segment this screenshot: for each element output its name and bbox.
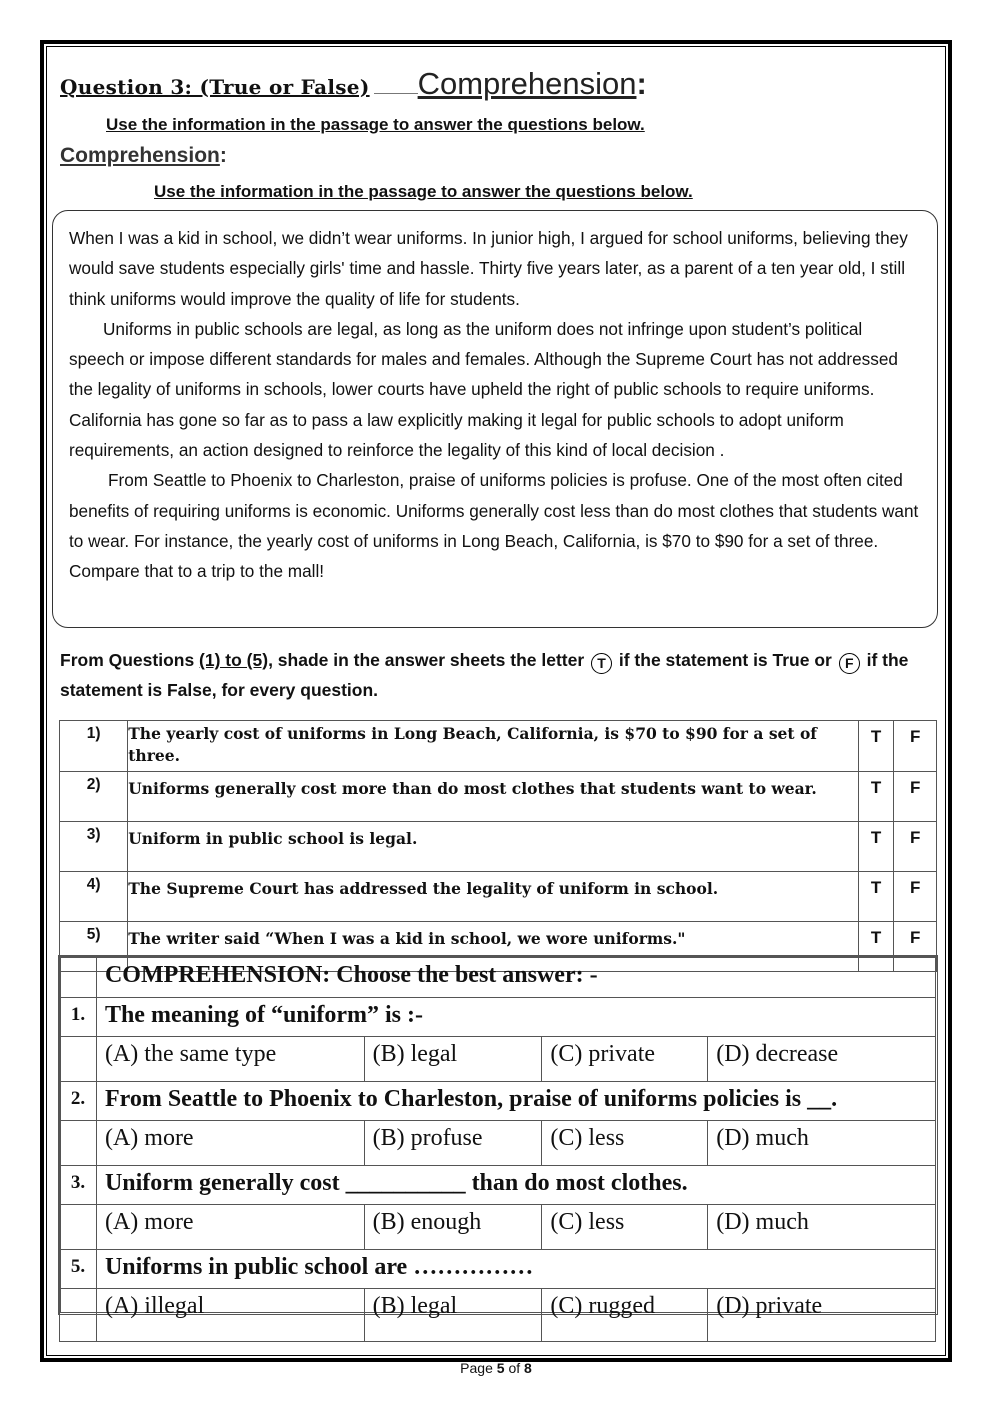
question-number: 1. — [60, 998, 97, 1037]
instruction-line-1: Use the information in the passage to answer the questions below. — [106, 115, 645, 134]
option-c[interactable]: (C) rugged — [542, 1289, 708, 1342]
option-c[interactable]: (C) less — [542, 1121, 708, 1166]
false-option[interactable]: F — [894, 721, 937, 772]
empty-cell — [60, 957, 97, 998]
question-number: 3) — [60, 822, 128, 872]
false-option[interactable]: F — [894, 772, 937, 822]
reading-passage-box — [52, 210, 938, 628]
true-option[interactable]: T — [858, 922, 894, 972]
question-stem: Uniforms in public school are …………… — [96, 1250, 935, 1289]
table-row — [60, 1121, 936, 1166]
option-b[interactable]: (B) legal — [364, 1289, 542, 1342]
table-row — [60, 1205, 936, 1250]
table-row — [60, 998, 936, 1037]
instr-text: if the statement is True or — [614, 650, 837, 670]
empty-cell — [60, 1205, 97, 1250]
comprehension-subheading — [60, 144, 227, 168]
table-row — [60, 1250, 936, 1289]
page-footer — [0, 1360, 992, 1376]
table-row — [60, 772, 937, 822]
question-title: Question 3: (True or False) — [60, 75, 370, 99]
table-row — [60, 822, 937, 872]
subheading-colon: : — [219, 144, 227, 167]
page-label: Page — [460, 1360, 497, 1376]
empty-cell — [60, 1289, 97, 1342]
question-range: (1) to (5), — [199, 650, 273, 670]
question-statement: The Supreme Court has addressed the legality of uniform in school. — [128, 872, 858, 922]
instruction-line-2: Use the information in the passage to answer the questions below. — [154, 182, 693, 201]
heading-colon: : — [636, 66, 647, 101]
circled-t-icon: T — [591, 653, 612, 674]
question-number: 5) — [60, 922, 128, 972]
page-total: 8 — [524, 1360, 532, 1376]
true-option[interactable]: T — [858, 822, 894, 872]
question-statement: The writer said “When I was a kid in school, we wore uniforms." — [128, 922, 858, 972]
option-d[interactable]: (D) decrease — [708, 1037, 936, 1082]
question-number: 2. — [60, 1082, 97, 1121]
of-label: of — [504, 1360, 525, 1376]
option-b[interactable]: (B) enough — [364, 1205, 542, 1250]
instr-text: if the statement is False, for every question. — [60, 650, 909, 700]
question-number: 5. — [60, 1250, 97, 1289]
instr-text: shade in the answer sheets the letter — [272, 650, 590, 670]
question-stem: Uniform generally cost __________ than do most clothes. — [96, 1166, 935, 1205]
option-a[interactable]: (A) illegal — [96, 1289, 364, 1342]
question-statement: Uniforms generally cost more than do most clothes that students want to wear. — [128, 772, 858, 822]
option-b[interactable]: (B) legal — [364, 1037, 542, 1082]
table-row — [60, 1166, 936, 1205]
true-option[interactable]: T — [858, 721, 894, 772]
true-false-table — [59, 720, 937, 972]
passage-paragraph-1: When I was a kid in school, we didn’t wear uniforms. In junior high, I argued for school uniforms, believing they would save students especially girls' time and hassle. Thirty five years later, as a parent of a ten year old, I still think uniforms would improve the quality of life for students. — [69, 228, 908, 309]
option-d[interactable]: (D) private — [708, 1289, 936, 1342]
question-number: 1) — [60, 721, 128, 772]
option-b[interactable]: (B) profuse — [364, 1121, 542, 1166]
table-row — [60, 957, 936, 998]
passage-paragraph-3: From Seattle to Phoenix to Charleston, praise of uniforms policies is profuse. One of the most often cited benefits of requiring uniforms is economic. Uniforms generally cost less than do most clothes that students want to wear. For instance, the yearly cost of uniforms in Long Beach, California, is $70 to $90 for a set of three. Compare that to a trip to the mall! — [69, 470, 919, 582]
option-d[interactable]: (D) much — [708, 1205, 936, 1250]
multiple-choice-table — [59, 956, 936, 1342]
comprehension-heading: Comprehension — [417, 66, 637, 101]
true-option[interactable]: T — [858, 872, 894, 922]
circled-f-icon: F — [839, 653, 860, 674]
empty-cell — [60, 1037, 97, 1082]
option-c[interactable]: (C) less — [542, 1205, 708, 1250]
table-row — [60, 872, 937, 922]
false-option[interactable]: F — [894, 822, 937, 872]
option-c[interactable]: (C) private — [542, 1037, 708, 1082]
question-number: 4) — [60, 872, 128, 922]
question-stem: The meaning of “uniform” is :- — [96, 998, 935, 1037]
option-d[interactable]: (D) much — [708, 1121, 936, 1166]
true-false-instructions — [60, 645, 940, 705]
table-row — [60, 1037, 936, 1082]
question-title-line — [60, 66, 647, 102]
table-row — [60, 1082, 936, 1121]
option-a[interactable]: (A) more — [96, 1205, 364, 1250]
page-current: 5 — [496, 1360, 505, 1376]
instr-text: From Questions — [60, 650, 200, 670]
false-option[interactable]: F — [894, 872, 937, 922]
false-option[interactable]: F — [894, 922, 937, 972]
passage-paragraph-2: Uniforms in public schools are legal, as long as the uniform does not infringe upon student’s political speech or impose different standards for males and females. Although the Supreme Court has not addressed the legality of uniforms in schools, lower courts have upheld the right of public schools to require uniforms. California has gone so far as to pass a law explicitly making it legal for public schools to adopt uniform requirements, an action designed to reinforce the legality of this kind of local decision . — [69, 318, 898, 461]
comprehension-subheading-text: Comprehension — [60, 144, 220, 167]
question-number: 2) — [60, 772, 128, 822]
question-number: 3. — [60, 1166, 97, 1205]
true-option[interactable]: T — [858, 772, 894, 822]
table-row — [60, 1289, 936, 1342]
option-a[interactable]: (A) the same type — [96, 1037, 364, 1082]
question-statement: Uniform in public school is legal. — [128, 822, 858, 872]
empty-cell — [60, 1121, 97, 1166]
table-row — [60, 721, 937, 772]
question-statement: The yearly cost of uniforms in Long Beach, California, is $70 to $90 for a set of three. — [128, 721, 858, 772]
title-underline-gap — [374, 73, 418, 94]
mc-heading: COMPREHENSION: Choose the best answer: - — [96, 957, 935, 998]
option-a[interactable]: (A) more — [96, 1121, 364, 1166]
question-stem: From Seattle to Phoenix to Charleston, praise of uniforms policies is __. — [96, 1082, 935, 1121]
